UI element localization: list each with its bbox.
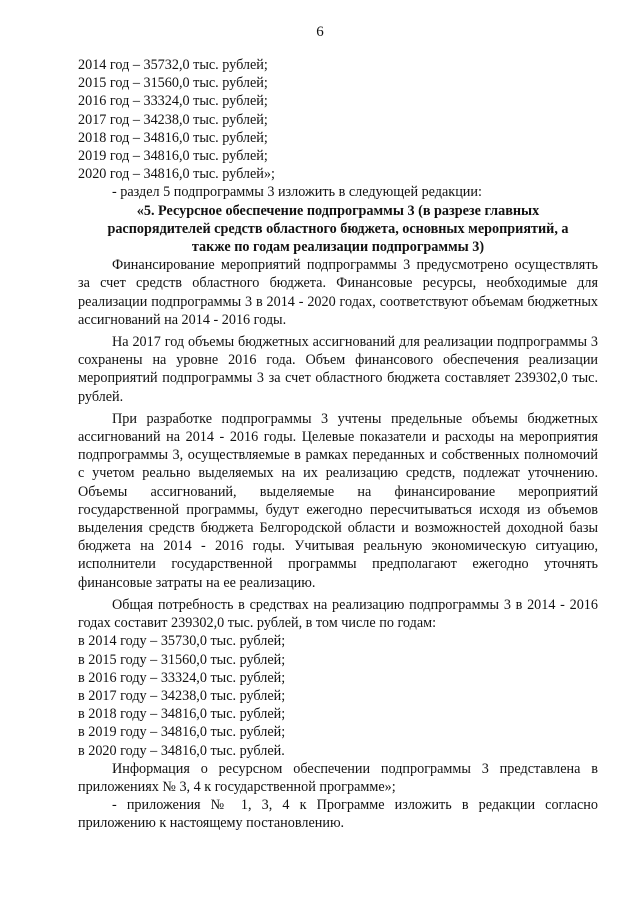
bullet-item: - приложения № 1, 3, 4 к Программе изложить в редакции согласно приложению к настоящему постановлению.	[78, 797, 598, 832]
list-item: 2016 год – 33324,0 тыс. рублей;	[78, 93, 268, 110]
list-item: в 2014 году – 35730,0 тыс. рублей;	[78, 633, 286, 650]
paragraph: При разработке подпрограммы 3 учтены предельные объемы бюджетных ассигнований на 2014 - 2016 годы. Целевые показатели и расходы на мероприятия подпрограммы 3, осуществляемые в рамках переданных и собственных полномочий с учетом реально выделяемых на их реализацию средств, подлежат уточнению. Объемы ассигнований, выделяемые на финансирование мероприятий государственной программы, будут ежегодно пересчитываться исходя из объемов выделения средств бюджета Белгородской области и возможностей доходной базы бюджета на 2014 - 2016 годы. Учитывая реальную экономическую ситуацию, исполнители государственной программы предполагают ежегодно уточнять финансовые затраты на ее реализацию.	[78, 410, 598, 591]
section-heading	[78, 202, 598, 257]
list-item: в 2019 году – 34816,0 тыс. рублей;	[78, 724, 286, 741]
list-item: 2014 год – 35732,0 тыс. рублей;	[78, 57, 268, 73]
list-item: 2020 год – 34816,0 тыс. рублей»;	[78, 166, 275, 183]
list-item: в 2020 году – 34816,0 тыс. рублей.	[78, 742, 285, 759]
list-item: 2015 год – 31560,0 тыс. рублей;	[78, 75, 268, 92]
heading-line: «5. Ресурсное обеспечение подпрограммы 3 (в разрезе главных	[136, 202, 540, 219]
list-item: 2019 год – 34816,0 тыс. рублей;	[78, 148, 268, 165]
prev-year-list	[78, 56, 598, 183]
list-item: 2018 год – 34816,0 тыс. рублей;	[78, 129, 268, 146]
year-list	[78, 632, 598, 759]
list-item: в 2018 году – 34816,0 тыс. рублей;	[78, 706, 286, 723]
paragraph: На 2017 год объемы бюджетных ассигнований для реализации подпрограммы 3 сохранены на уровне 2016 года. Объем финансового обеспечения реализации мероприятий подпрограммы 3 за счет областного бюджета составляет 239302,0 тыс. рублей.	[78, 334, 598, 405]
document-body	[78, 56, 598, 833]
paragraph: Общая потребность в средствах на реализацию подпрограммы 3 в 2014 - 2016 годах составит 239302,0 тыс. рублей, в том числе по годам:	[78, 596, 598, 632]
list-item: 2017 год – 34238,0 тыс. рублей;	[78, 111, 268, 128]
heading-line: также по годам реализации подпрограммы 3)	[191, 239, 485, 256]
page-number: 6	[316, 24, 324, 40]
list-item: в 2016 году – 33324,0 тыс. рублей;	[78, 669, 286, 686]
info-paragraph: Информация о ресурсном обеспечении подпрограммы 3 представлена в приложениях № 3, 4 к государственной программе»;	[78, 760, 598, 795]
list-item: в 2015 году – 31560,0 тыс. рублей;	[78, 651, 286, 668]
list-item: в 2017 году – 34238,0 тыс. рублей;	[78, 687, 286, 704]
bullet-item: - раздел 5 подпрограммы 3 изложить в следующей редакции:	[112, 184, 482, 201]
heading-line: распорядителей средств областного бюджета, основных мероприятий, а	[107, 220, 569, 237]
paragraph: Финансирование мероприятий подпрограммы 3 предусмотрено осуществлять за счет средств областного бюджета. Финансовые ресурсы, необходимые для реализации подпрограммы 3 в 2014 - 2020 годах, соответствуют объемам бюджетных ассигнований на 2014 - 2016 годы.	[78, 257, 598, 328]
